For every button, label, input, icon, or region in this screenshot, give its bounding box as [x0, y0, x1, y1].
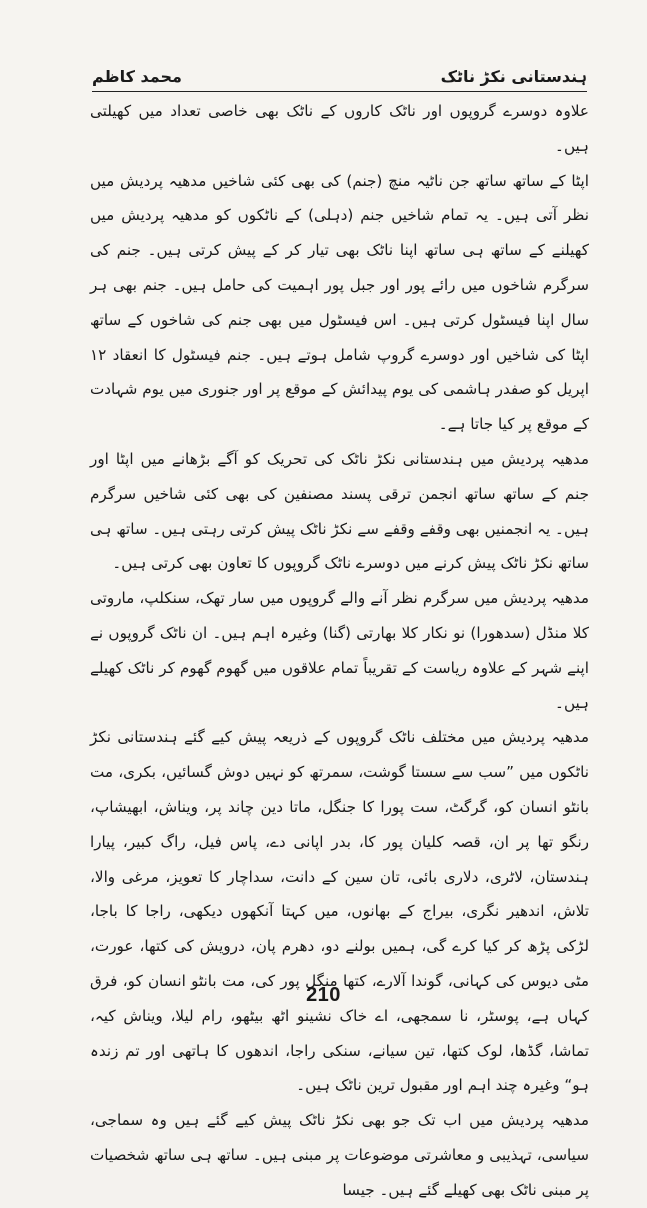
- paragraph-4: مدھیہ پردیش میں سرگرم نظر آنے والے گروپوں میں سار تھک، سنکلپ، ماروتی کلا منڈل (سدھورا) نو نکار کلا بھارتی (گنا) وغیرہ اہم ہیں۔ ان ناٹک گروپوں نے اپنے شہر کے علاوہ ریاست کے تقریباً تمام علاقوں میں گھوم گھوم کر ناٹک کھیلے ہیں۔: [90, 589, 589, 712]
- running-header: [92, 62, 587, 90]
- page-number: 210: [306, 984, 341, 1006]
- book-title: ہندستانی نکڑ ناٹک: [440, 66, 587, 86]
- header-divider: [92, 91, 587, 92]
- author-name: محمد کاظم: [92, 66, 182, 86]
- paragraph-1: علاوہ دوسرے گروپوں اور ناٹک کاروں کے ناٹک بھی خاصی تعداد میں کھیلتی ہیں۔: [90, 102, 589, 155]
- body-text: [90, 94, 589, 1208]
- paragraph-5: مدھیہ پردیش میں مختلف ناٹک گروپوں کے ذریعہ پیش کیے گئے ہندستانی نکڑ ناٹکوں میں ”سب سے سستا گوشت، سمرتھ کو نہیں دوش گسائیں، بکری، مت بانٹو انسان کو، گرگٹ، ست پورا کا جنگل، ماتا دین چاند پر، ویناش، ابھیشاپ، رنگو تھا پر ان، قصہ کلیان پور کا، بدر اپانی دے، پاس فیل، راگ کبیر، پیارا ہندستان، لاٹری، دلاری بائی، تان سین کے دانت، سداچار کا تعویز، مرغی والا، تلاش، اندھیر نگری، بیراج کے بھانوں، میں کہتا آنکھوں دیکھی، راجا کا باجا، لڑکی پڑھ کر کیا کرے گی، ہمیں بولنے دو، دھرم پان، درویش کی کتھا، عورت، مٹی دیوس کی کہانی، گوندا آلارے، کتھا منگل پور کی، مت بانٹو انسان کو، فرق کہاں ہے، پوسٹر، نا سمجھی، اے خاک نشینو اٹھ بیٹھو، رام لیلا، ویناش کیہ، تماشا، گڈھا، لوک کتھا، تین سیانے، سنکی راجا، اندھوں کا ہاتھی اور تم زندہ ہو“ وغیرہ چند اہم اور مقبول ترین ناٹک ہیں۔: [90, 728, 589, 1095]
- paragraph-6: مدھیہ پردیش میں اب تک جو بھی نکڑ ناٹک پیش کیے گئے ہیں وہ سماجی، سیاسی، تہذیبی و معاشرتی موضوعات پر مبنی ہیں۔ ساتھ ہی ساتھ شخصیات پر مبنی ناٹک بھی کھیلے گئے ہیں۔ جیسا: [90, 1111, 589, 1199]
- paragraph-2: اپٹا کے ساتھ ساتھ جن ناٹیہ منچ (جنم) کی بھی کئی شاخیں مدھیہ پردیش میں نظر آتی ہیں۔ یہ تمام شاخیں جنم (دہلی) کے ناٹکوں کو مدھیہ پردیش میں کھیلنے کے ساتھ ہی ساتھ اپنا ناٹک بھی تیار کر کے پیش کرتی ہیں۔ جنم کی سرگرم شاخوں میں رائے پور اور جبل پور اہمیت کی حامل ہیں۔ جنم بھی ہر سال اپنا فیسٹول کرتی ہیں۔ اس فیسٹول میں بھی جنم کی شاخوں کے ساتھ اپٹا کی شاخیں اور دوسرے گروپ شامل ہوتے ہیں۔ جنم فیسٹول کا انعقاد ۱۲ اپریل کو صفدر ہاشمی کی یوم پیدائش کے موقع پر اور جنوری میں یوم شہادت کے موقع پر کیا جاتا ہے۔: [90, 171, 589, 434]
- paragraph-3: مدھیہ پردیش میں ہندستانی نکڑ ناٹک کی تحریک کو آگے بڑھانے میں اپٹا اور جنم کے ساتھ ساتھ انجمن ترقی پسند مصنفین کی بھی کئی شاخیں سرگرم ہیں۔ یہ انجمنیں بھی وقفے وقفے سے نکڑ ناٹک پیش کرتی رہتی ہیں۔ ساتھ ہی ساتھ نکڑ ناٹک پیش کرنے میں دوسرے ناٹک گروپوں کا تعاون بھی کرتی ہیں۔: [90, 449, 589, 573]
